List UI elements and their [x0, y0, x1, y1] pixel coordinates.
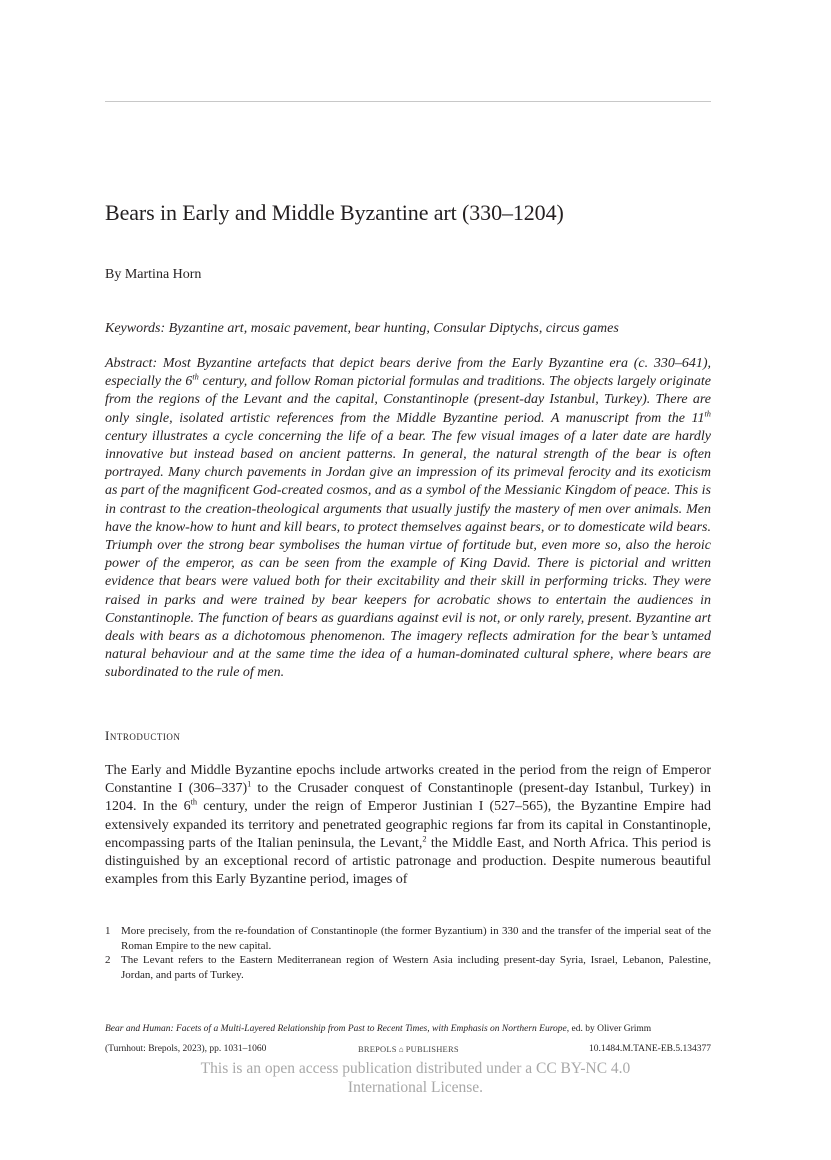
license-line-2: International License. [347, 1079, 484, 1096]
section-heading-introduction: Introduction [105, 728, 181, 743]
book-title: Bear and Human: Facets of a Multi-Layered Relationship from Past to Recent Times, with Emphasis on Northern Europe [105, 1024, 567, 1034]
abstract [105, 355, 711, 683]
body-text: the Middle East, and North Africa. This period is distinguished by an exceptional record of artistic patronage and production. Despite numerous beautiful examples from this Early Byzantine period, images of [105, 835, 712, 888]
keywords: Keywords: Byzantine art, mosaic pavement, bear hunting, Consular Diptychs, circus games [105, 321, 619, 336]
publisher-name-right: PUBLISHERS [405, 1044, 459, 1054]
publisher-logo [358, 1042, 459, 1057]
publisher-name-left: BREPOLS [358, 1044, 397, 1054]
citation-source [105, 1022, 711, 1036]
superscript: th [190, 797, 198, 807]
body-text: to the Crusader conquest of Constantinople (present-day Istanbul, Turkey) in 1204. In the 6 [105, 781, 711, 815]
editor: , ed. by Oliver Grimm [566, 1024, 652, 1034]
author-byline: By Martina Horn [105, 267, 202, 282]
abstract-text: century, and follow Roman pictorial formulas and traditions. The objects largely originate from the regions of the Levant and the capital, Constantinople (present-day Istanbul, Turkey). There are only single, isolated artistic references from the Middle Byzantine period. A manuscript from the 11 [105, 374, 711, 426]
introduction-body [105, 762, 711, 889]
doi[interactable]: 10.1484.M.TANE-EB.5.134377 [589, 1044, 711, 1054]
footnote-number: 1 [105, 925, 111, 937]
citation-details [105, 1042, 711, 1056]
body-text: century, under the reign of Emperor Justinian I (527–565), the Byzantine Empire had extensively expanded its territory and penetrated geographic regions far from its capital in Constantinople, encompassing parts of the Italian peninsula, the Levant, [105, 799, 711, 851]
publication-info: (Turnhout: Brepols, 2023), pp. 1031–1060 [105, 1044, 267, 1054]
body-text: The Early and Middle Byzantine epochs include artworks created in the period from the reign of Emperor Constantine I (306–337) [105, 763, 711, 797]
footnote-number: 2 [105, 954, 111, 966]
footnotes [105, 924, 711, 982]
superscript: th [704, 408, 711, 418]
footnote-ref-1[interactable]: 1 [247, 779, 252, 789]
citation-footer [105, 1022, 711, 1056]
footnote-text: The Levant refers to the Eastern Mediterranean region of Western Asia including present-day Syria, Israel, Lebanon, Palestine, Jordan, and parts of Turkey. [121, 954, 711, 981]
license-notice [105, 1059, 726, 1097]
article-title: Bears in Early and Middle Byzantine art (330–1204) [105, 200, 564, 225]
publisher-mark-icon: ⌂ [398, 1045, 404, 1054]
abstract-text: Abstract: Most Byzantine artefacts that depict bears derive from the Early Byzantine era (c. 330–641), especially the 6 [105, 356, 711, 390]
footnote-ref-2[interactable]: 2 [422, 834, 427, 844]
superscript: th [192, 372, 199, 382]
footnote-2 [105, 953, 711, 982]
footnote-1 [105, 924, 711, 953]
license-line-1: This is an open access publication distributed under a CC BY-NC 4.0 [200, 1060, 631, 1077]
footnote-text: More precisely, from the re-foundation of Constantinople (the former Byzantium) in 330 and the transfer of the imperial seat of the Roman Empire to the new capital. [121, 925, 711, 952]
abstract-text: century illustrates a cycle concerning the life of a bear. The few visual images of a later date are hardly innovative but instead based on ancient patterns. In general, the natural strength of the bear is often portrayed. Many church pavements in Jordan give an impression of its primeval ferocity and its exoticism as part of the magnificent God-created cosmos, and as a symbol of the Messianic Kingdom of peace. This is in contrast to the creation-theological arguments that usually justify the mastery of men over animals. Men have the know-how to hunt and kill bears, to protect themselves against bears, or to domesticate wild bears. Triumph over the strong bear symbolises the human virtue of fortitude but, even more so, also the heroic power of the emperor, as can be seen from the example of King David. There is pictorial and written evidence that bears were valued both for their excitability and their skill in performing tricks. They were raised in parks and were trained by bear keepers for acrobatic shows to entertain the audiences in Constantinople. The function of bears as guardians against evil is not, or only rarely, present. Byzantine art deals with bears as a dichotomous phenomenon. The imagery reflects admiration for the bear’s untamed natural behaviour and at the same time the idea of a human-dominated cultural sphere, where bears are subordinated to the rule of men. [105, 428, 711, 681]
header-rule [105, 101, 711, 102]
